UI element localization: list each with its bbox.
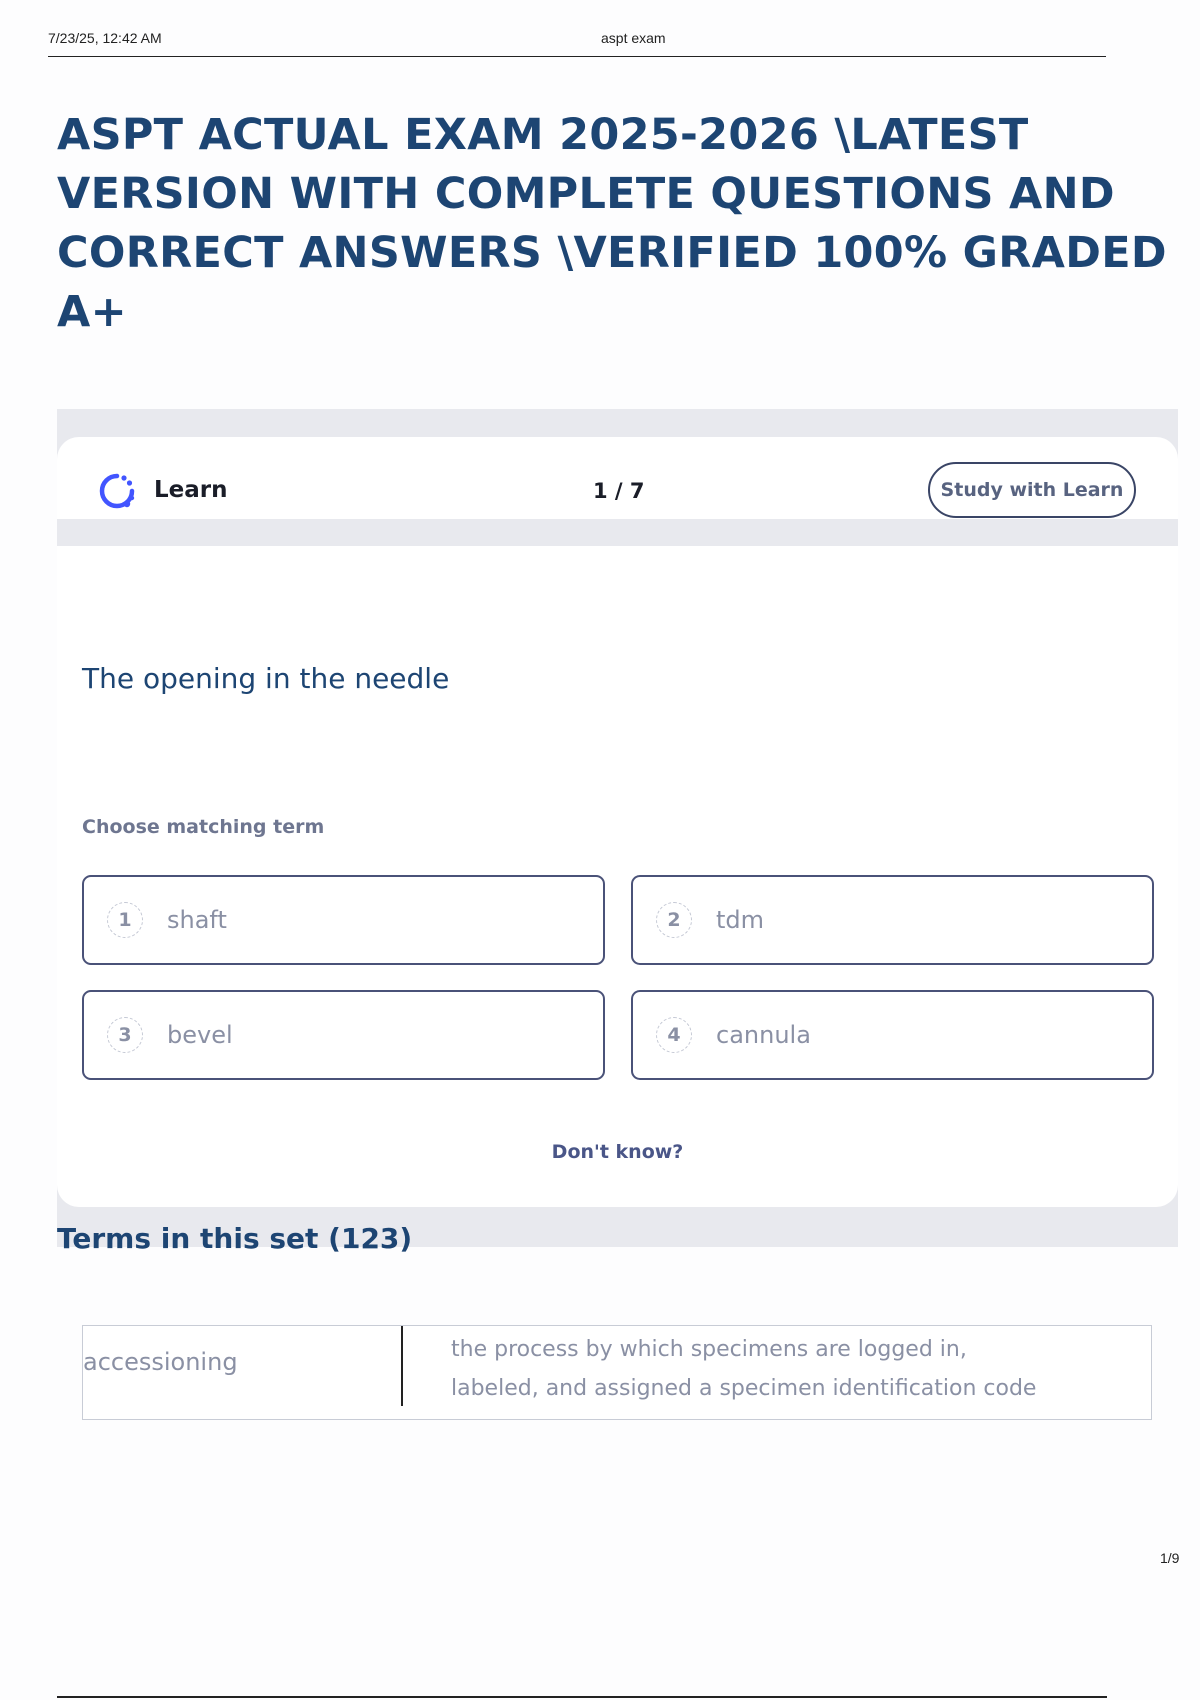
dont-know-link[interactable]: Don't know? [551,1141,684,1163]
option-label: shaft [167,906,227,934]
document-title: ASPT ACTUAL EXAM 2025-2026 \LATEST VERSION WITH COMPLETE QUESTIONS AND CORRECT ANSWERS \VERIFIED 100% GRADED A+ [57,110,1167,337]
card-header-divider [57,519,1178,546]
terms-heading: Terms in this set (123) [57,1222,413,1255]
option-number-badge: 2 [656,902,692,938]
learn-mode-label: Learn [154,477,228,503]
term-divider [401,1326,403,1406]
answer-option-1[interactable] [82,875,605,965]
option-label: tdm [716,906,765,934]
definition-line: the process by which specimens are logged in, [451,1337,967,1362]
print-header [48,30,1106,57]
page-number: 1/9 [1160,1550,1180,1566]
answer-option-4[interactable] [631,990,1154,1080]
print-datetime: 7/23/25, 12:42 AM [48,30,162,46]
definition-line: labeled, and assigned a specimen identification code [451,1376,1037,1401]
question-prompt: The opening in the needle [82,662,450,695]
answer-option-2[interactable] [631,875,1154,965]
footer-divider [57,1696,1107,1698]
option-number-badge: 3 [107,1017,143,1053]
answer-option-3[interactable] [82,990,605,1080]
term-definition [451,1330,1131,1408]
term-row [82,1325,1152,1420]
term-word: accessioning [83,1348,238,1376]
option-label: cannula [716,1021,811,1049]
option-label: bevel [167,1021,233,1049]
print-document-name: aspt exam [601,30,666,46]
question-progress: 1 / 7 [593,479,645,503]
learn-spinner-icon [96,470,138,512]
option-number-badge: 4 [656,1017,692,1053]
answer-instruction: Choose matching term [82,816,325,838]
option-number-badge: 1 [107,902,143,938]
study-with-learn-button[interactable]: Study with Learn [928,462,1136,518]
